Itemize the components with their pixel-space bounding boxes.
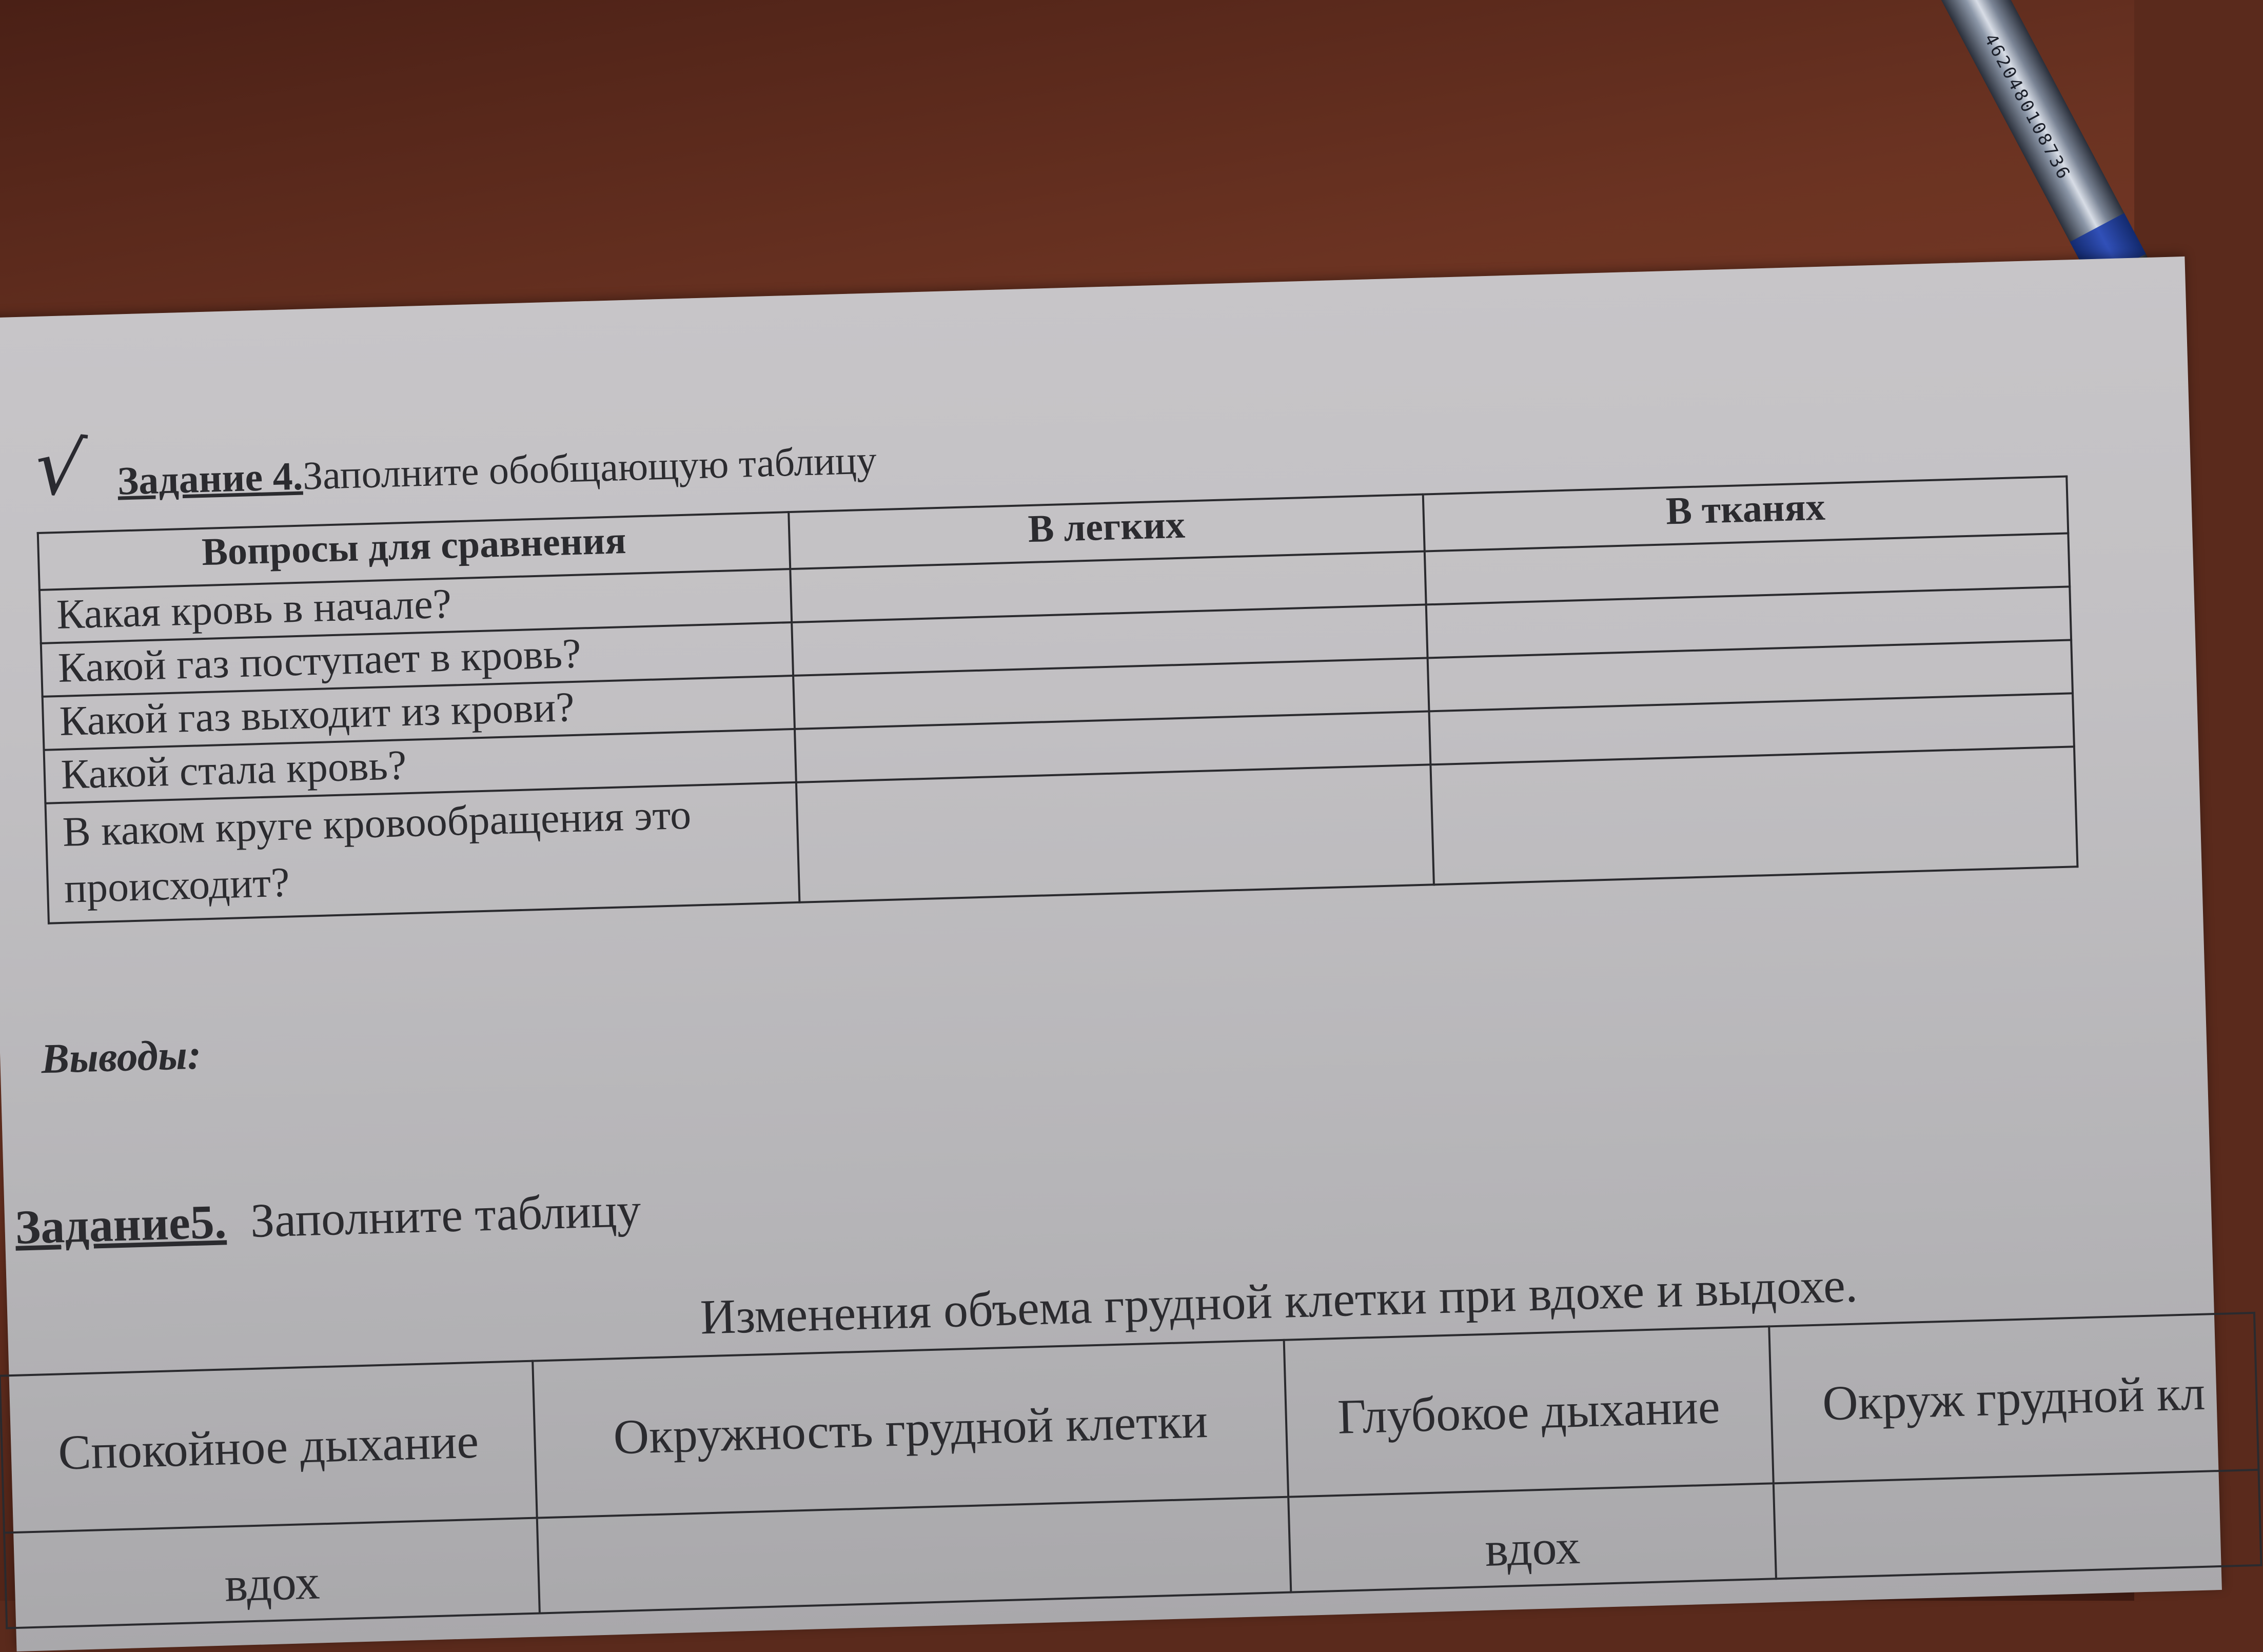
answer-cell-tissues[interactable]: [1431, 746, 2078, 884]
question-cell: В каком круге кровообращения это происходит?: [45, 782, 799, 923]
task5-heading: [14, 1183, 642, 1255]
bleed-through-handwriting: [510, 1006, 526, 1059]
header-calm-breathing: Спокойное дыхание: [0, 1361, 537, 1533]
question-cell: Какая кровь в начале?: [40, 569, 792, 643]
handwritten-checkmark-icon: √: [30, 421, 89, 516]
header-deep-breathing: Глубокое дыхание: [1284, 1326, 1774, 1497]
conclusions-label: Выводы:: [41, 1031, 202, 1083]
task4-label: Задание 4.: [116, 453, 304, 503]
task5-table: [0, 1312, 2262, 1629]
worksheet-paper: [0, 257, 2222, 1651]
header-questions: Вопросы для сравнения: [38, 512, 791, 590]
task4-heading: [117, 437, 877, 504]
header-chest-circumference: Окружность грудной клетки: [533, 1340, 1288, 1518]
header-chest-circumference-2: Окруж грудной кл: [1769, 1313, 2258, 1483]
task4-instruction: Заполните обобщающую таблицу: [302, 437, 877, 498]
header-lungs: В легких: [789, 495, 1425, 569]
inhale-cell: вдох: [4, 1518, 540, 1628]
task5-instruction: Заполните таблицу: [249, 1183, 642, 1248]
inhale-cell-deep: вдох: [1289, 1483, 1776, 1592]
pen-barcode-text: 4620480108736: [1980, 30, 2075, 184]
answer-cell-lungs[interactable]: [796, 764, 1434, 902]
task4-table: [37, 475, 2079, 924]
answer-cell[interactable]: [537, 1497, 1291, 1614]
header-tissues: В тканях: [1423, 477, 2068, 552]
question-cell: Какой стала кровь?: [44, 729, 796, 803]
task5-table-caption: Изменения объема грудной клетки при вдохе и выдохе.: [699, 1257, 1859, 1345]
answer-cell[interactable]: [1774, 1470, 2261, 1579]
question-cell: Какой газ выходит из крови?: [43, 676, 795, 750]
question-cell: Какой газ поступает в кровь?: [41, 622, 793, 697]
task5-label: Задание5.: [14, 1195, 227, 1254]
